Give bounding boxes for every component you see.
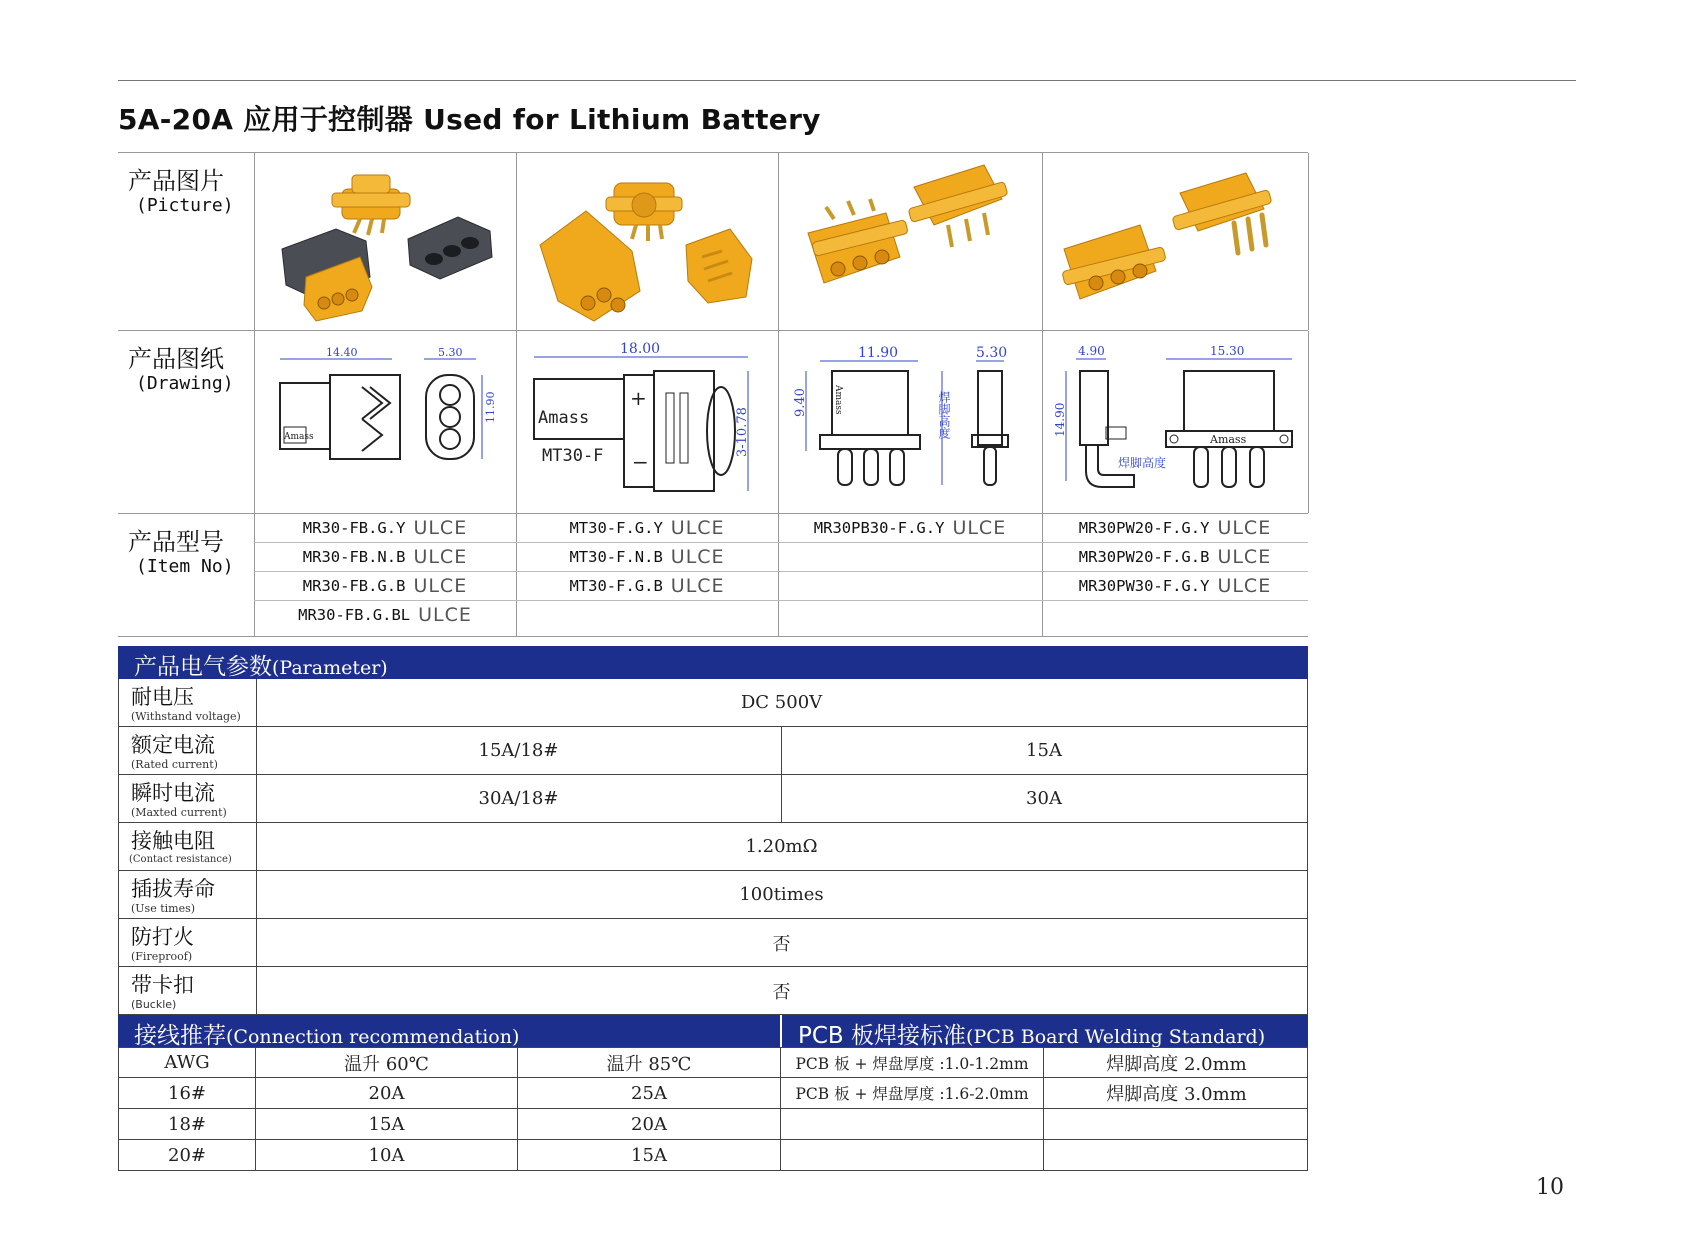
cert-mark-icon: ULCE [1217, 517, 1272, 539]
pcb-thickness: PCB 板 + 焊盘厚度 :1.6-2.0mm [781, 1078, 1044, 1108]
item-col-2 [516, 514, 779, 636]
mr30pb-note: 焊脚高度 [937, 391, 951, 439]
param-label [119, 823, 257, 870]
item-code: MR30-FB.N.B [302, 548, 406, 566]
mr30pw-brand: Amass [1210, 433, 1247, 446]
mr30pw-dim-a: 4.90 [1078, 344, 1105, 358]
connection-header-text [134, 1017, 519, 1050]
foot-height: 焊脚高度 2.0mm [1106, 1053, 1247, 1075]
param-label-zh: 插拔寿命 [131, 877, 215, 901]
awg-value: 16# [119, 1078, 256, 1108]
drawing-mr30pb [778, 331, 1043, 513]
mt30-plus: + [630, 386, 647, 410]
item-code: MR30PB30-F.G.Y [813, 519, 945, 537]
param-value-right: 15A [1026, 740, 1062, 761]
picture-row [118, 152, 1308, 330]
item-code: MR30PW20-F.G.B [1078, 548, 1210, 566]
parameter-header-en: (Parameter) [272, 657, 388, 679]
item-code: MT30-F.G.B [569, 577, 663, 595]
connection-header-row [118, 1047, 1308, 1078]
picture-mr30pb [778, 153, 1043, 330]
pcb-thickness: PCB 板 + 焊盘厚度 :1.0-1.2mm [781, 1048, 1044, 1077]
param-label-en: (Use times) [131, 902, 196, 915]
item-col-4 [1042, 514, 1308, 636]
temp-85-value: 25A [518, 1078, 781, 1108]
mt30-brand: Amass [538, 408, 590, 428]
param-label [119, 727, 257, 774]
pcb-header-en: (PCB Board Welding Standard) [966, 1026, 1266, 1048]
param-row-max-current [118, 775, 1308, 823]
temp-60-value: 15A [256, 1109, 518, 1139]
connection-table [118, 1047, 1308, 1171]
mr30pb-dim-a: 11.90 [858, 345, 899, 361]
drawing-mr30pw [1042, 331, 1309, 513]
param-label [119, 679, 257, 726]
temp-60-value: 10A [256, 1140, 518, 1170]
page-title: 5A-20A 应用于控制器 Used for Lithium Battery [118, 103, 821, 136]
temp-85-value: 20A [518, 1109, 781, 1139]
table-row [118, 1109, 1308, 1140]
connection-header-zh: 接线推荐 [134, 1023, 226, 1049]
item-entry [1042, 514, 1308, 543]
connection-header-en: (Connection recommendation) [226, 1026, 520, 1048]
drawing-label [118, 331, 255, 513]
pcb-header-text [798, 1017, 1265, 1050]
cert-mark-icon: ULCE [670, 517, 725, 539]
param-row-buckle [118, 967, 1308, 1015]
item-entry [516, 572, 778, 601]
item-entry [254, 543, 516, 572]
cert-mark-icon: ULCE [413, 546, 468, 568]
foot-height [1044, 1140, 1309, 1170]
param-value-right: 30A [1026, 788, 1062, 809]
cert-mark-icon: ULCE [670, 575, 725, 597]
param-value-left: 30A/18# [256, 775, 782, 822]
drawing-mr30fb [254, 331, 517, 513]
mr30pb-dim-b: 5.30 [976, 345, 1008, 361]
cert-mark-icon: ULCE [1217, 575, 1272, 597]
mr30fb-dim-c: 11.90 [484, 391, 497, 423]
param-row-voltage [118, 679, 1308, 727]
param-label-en: (Maxted current) [131, 806, 227, 819]
picture-mt30 [516, 153, 779, 330]
param-label-en: (Contact resistance) [129, 854, 232, 865]
picture-label-en: (Picture) [136, 195, 234, 216]
item-code: MT30-F.G.Y [569, 519, 663, 537]
param-label [119, 919, 257, 966]
param-label-en: (Withstand voltage) [131, 710, 241, 723]
table-row [118, 1140, 1308, 1171]
param-row-use-times [118, 871, 1308, 919]
param-label-en: (Rated current) [131, 758, 218, 771]
table-row [118, 1078, 1308, 1109]
param-label-zh: 防打火 [131, 925, 194, 949]
pcb-header [782, 1015, 1308, 1047]
mt30-dim-a: 18.00 [620, 341, 661, 357]
awg-value: 18# [119, 1109, 256, 1139]
product-table [118, 152, 1308, 637]
param-label-en: (Fireproof) [131, 950, 193, 963]
item-empty [778, 572, 1042, 601]
pcb-header-zh: PCB 板焊接标准 [798, 1023, 967, 1049]
param-label [119, 967, 257, 1014]
drawing-mt30 [516, 331, 779, 513]
cert-mark-icon: ULCE [670, 546, 725, 568]
item-col-3 [778, 514, 1043, 636]
item-code: MR30PW20-F.G.Y [1078, 519, 1210, 537]
mr30pw-dim-b: 15.30 [1210, 344, 1245, 358]
drawing-row [118, 330, 1308, 513]
mt30-model: MT30-F [542, 446, 604, 466]
mr30pw-dim-c: 14.90 [1053, 402, 1067, 437]
item-entry [254, 572, 516, 601]
page-number: 10 [1536, 1175, 1564, 1200]
item-code: MT30-F.N.B [569, 548, 663, 566]
cert-mark-icon: ULCE [413, 517, 468, 539]
mr30fb-dim-b: 5.30 [438, 346, 463, 359]
awg-value: 20# [119, 1140, 256, 1170]
mr30fb-dim-a: 14.40 [326, 346, 358, 359]
pcb-thickness [781, 1109, 1044, 1139]
parameter-header-zh: 产品电气参数 [134, 654, 272, 680]
picture-label-zh: 产品图片 [128, 167, 224, 195]
parameter-header [118, 646, 1308, 679]
col-temp-60: 温升 60℃ [256, 1048, 518, 1077]
param-label [119, 871, 257, 918]
param-label-en: (Buckle) [131, 998, 177, 1011]
item-entry [516, 543, 778, 572]
param-label-zh: 额定电流 [131, 733, 215, 757]
item-entry [516, 514, 778, 543]
col-awg: AWG [119, 1048, 256, 1077]
col-temp-85: 温升 85℃ [518, 1048, 781, 1077]
param-label-zh: 接触电阻 [131, 829, 215, 853]
item-row [118, 513, 1308, 637]
param-row-rated-current [118, 727, 1308, 775]
mr30fb-brand: Amass [284, 432, 314, 442]
cert-mark-icon: ULCE [952, 517, 1007, 539]
param-value: 否 [772, 933, 791, 955]
cert-mark-icon: ULCE [418, 604, 472, 626]
parameter-header-text [134, 648, 388, 681]
mr30pb-brand: Amass [833, 385, 843, 415]
foot-height: 焊脚高度 3.0mm [1106, 1084, 1247, 1105]
item-col-1 [254, 514, 517, 636]
drawing-label-zh: 产品图纸 [128, 345, 224, 373]
param-value: 1.20mΩ [745, 836, 818, 857]
item-entry [254, 601, 516, 629]
item-label [118, 514, 255, 636]
header-rule [118, 80, 1576, 81]
param-value-left: 15A/18# [256, 727, 782, 774]
param-value: DC 500V [740, 692, 823, 713]
param-label-zh: 耐电压 [131, 685, 194, 709]
param-row-fireproof [118, 919, 1308, 967]
item-entry [1042, 572, 1308, 601]
parameter-table [118, 679, 1308, 1015]
param-label-zh: 瞬时电流 [131, 781, 215, 805]
picture-label [118, 153, 255, 330]
param-value: 否 [772, 981, 791, 1003]
drawing-label-en: (Drawing) [136, 373, 234, 394]
param-value: 100times [739, 884, 824, 905]
item-code: MR30-FB.G.Y [302, 519, 406, 537]
item-code: MR30-FB.G.BL [298, 606, 411, 624]
param-label [119, 775, 257, 822]
temp-60-value: 20A [256, 1078, 518, 1108]
item-code: MR30-FB.G.B [302, 577, 406, 595]
item-entry [778, 514, 1042, 543]
mt30-minus: − [632, 450, 649, 474]
item-entry [1042, 543, 1308, 572]
foot-height [1044, 1109, 1309, 1139]
item-entry [254, 514, 516, 543]
mr30pw-note: 焊脚高度 [1118, 456, 1167, 470]
cert-mark-icon: ULCE [1217, 546, 1272, 568]
item-code: MR30PW30-F.G.Y [1078, 577, 1210, 595]
picture-mr30pw [1042, 153, 1309, 330]
param-row-contact-resistance [118, 823, 1308, 871]
item-label-zh: 产品型号 [128, 528, 224, 556]
picture-mr30fb [254, 153, 517, 330]
param-label-zh: 带卡扣 [131, 973, 194, 997]
item-empty [778, 543, 1042, 572]
connection-header [118, 1015, 780, 1047]
pcb-thickness [781, 1140, 1044, 1170]
mt30-dim-b: 3-10.78 [735, 407, 750, 457]
cert-mark-icon: ULCE [413, 575, 468, 597]
temp-85-value: 15A [518, 1140, 781, 1170]
mr30pb-dim-c: 9.40 [793, 388, 808, 417]
item-label-en: (Item No) [136, 556, 234, 577]
